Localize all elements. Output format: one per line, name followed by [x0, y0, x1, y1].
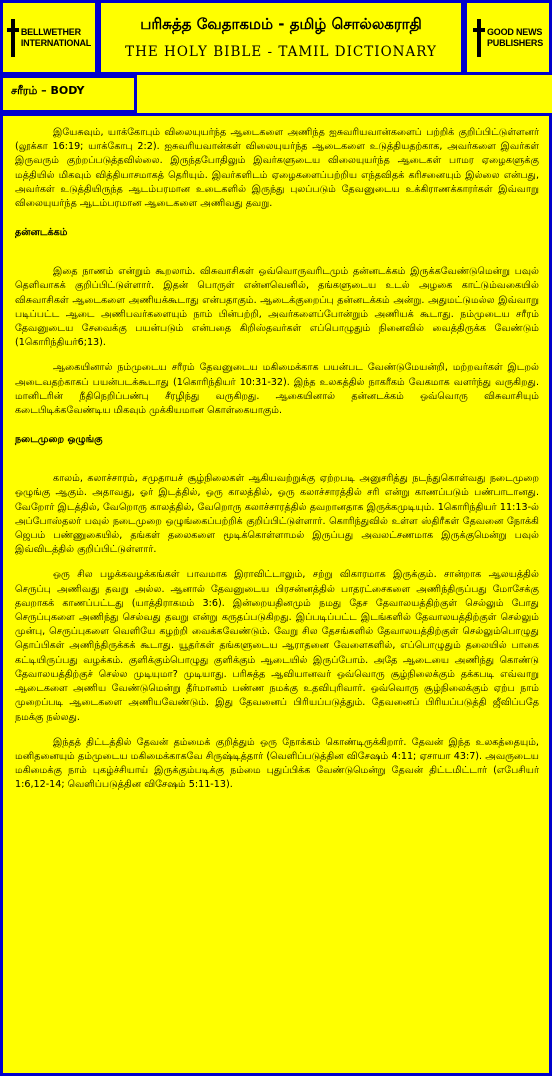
heading-decorum: நடைமுறை ஒழுங்கு	[15, 434, 103, 446]
section-title: சரீரம் – BODY	[11, 84, 85, 97]
paragraph-6: இந்தத் திட்டத்தில் தேவன் தம்மைக் குறித்தும் ஒரு நோக்கம் கொண்டிருக்கிறார். தேவன் இந்த உலகத்தையும், மனிதனையும் தம்முடைய மகிமைக்காகவே சிருஷ்டித்தார் (வெளிப்படுத்தின விசேஷம் 4:11; ஏசாயா 43:7). அவருடைய மகிமைக்கு நாம் புகழ்ச்சியாய் இருக்கும்படிக்கு நம்மை புதுப்பிக்க வேண்டுமென்று தேவன் திட்டமிட்டார் (எபேசியர் 1:6,12-14; வெளிப்படுத்தின விசேஷம் 5:11-13).	[15, 736, 539, 791]
left-logo-line1: BELLWETHER	[20, 26, 81, 37]
cross-icon	[473, 19, 485, 57]
paragraph-4: காலம், கலாச்சாரம், சமுதாயச் சூழ்நிலைகள் ஆகியவற்றுக்கு ஏற்றபடி அனுசரித்து நடந்துகொள்வது நடைமுறை ஒழுங்கு ஆகும். அதாவது, ஓர் இடத்தில், ஒரு காலத்தில், ஒரு கலாச்சாரத்தில் சரி என்று காணப்படும் பண்பாடானது. வேறோர் இடத்தில், வேறொரு காலத்தில், வேறொரு கலாச்சாரத்தில் தவறானதாக இருக்கமுடியும். 1கொரிந்தியர் 11:13-ல் அப்போஸ்தலர் பவுல் நடைமுறை ஒழுங்கைப்பற்றிக் குறிப்பிட்டுள்ளார். கொரிந்துவில் உள்ள ஸ்திரீகள் தேவனை நோக்கி ஜெபம் பண்ணுகையில், தங்கள் தலைகளை மூடிக்கொள்ளாமல் இருப்பது அவலட்சணமாக இருக்குமென்று பவுல் இவ்விடத்தில் குறிப்பிட்டுள்ளார்.	[15, 473, 539, 556]
paragraph-1: இயேசுவும், யாக்கோபும் விலையுயர்ந்த ஆடைகளை அணிந்த ஐசுவரியவான்களைப் பற்றிக் குறிப்பிட்டுள்ளனர் (லூக்கா 16:19; யாக்கோபு 2:2). ஐசுவரியவான்கள் விலையுயர்ந்த ஆடைகளை உடுத்தியதற்காக, அவர்களை இவர்கள் இருவரும் குற்றப்படுத்தவில்லை. இருந்தபோதிலும் இவர்களுடைய விலையுயர்ந்த ஆடைகள் பாமர ஏழைகளுக்கு மத்தியில் மிகவும் வித்தியாசமாகத் தெரியும். இவர்களிடம் ஏழைகளைப்பற்றிய எந்தவிதக் கரிசனையும் இல்லை என்பது, அவர்கள் உடுத்தியிருந்த ஆடம்பரமான உடைகளில் இருந்து புலப்படும் தேவனுடைய உக்கிராணக்காரர்கள் இவ்வாறு விலையுயர்ந்த ஆடம்பரமான ஆடைகளை அணிவது தவறு.	[15, 127, 539, 210]
title-box	[98, 0, 464, 75]
right-logo-line1: GOOD NEWS	[486, 26, 543, 37]
section-title-box	[0, 75, 137, 113]
heading-modesty: தன்னடக்கம்	[15, 227, 68, 239]
right-logo-line2: PUBLISHERS	[486, 37, 543, 48]
good-news-logo	[473, 19, 543, 57]
paragraph-3: ஆகையினால் நம்முடைய சரீரம் தேவனுடைய மகிமைக்காக பயன்பட வேண்டுமேயன்றி, மற்றவர்கள் இடறல் அடைவதற்காகப் பயன்படக்கூடாது (1கொரிந்தியர் 10:31-32). இந்த உலகத்தில் நாகரீகம் வேகமாக வளர்ந்து வருகிறது. மானிடரின் நீதிநெறிப்பண்பு சீரழிந்து வருகிறது. ஆகையினால் தன்னடக்கம் ஒவ்வொரு விசுவாசியும் கடைபிடிக்கவேண்டிய மிகவும் முக்கியமான கொள்கையாகும்.	[15, 362, 539, 417]
content-box	[0, 113, 552, 1076]
left-logo-box	[0, 0, 98, 75]
cross-icon	[7, 19, 19, 57]
bellwether-logo	[7, 19, 91, 57]
right-logo-box	[464, 0, 552, 75]
left-logo-line2: INTERNATIONAL	[20, 37, 92, 48]
title-english: THE HOLY BIBLE - TAMIL DICTIONARY	[125, 44, 437, 60]
paragraph-5: ஒரு சில பழக்கவழக்கங்கள் பாவமாக இராவிட்டாலும், சற்று விகாரமாக இருக்கும். சான்றாக ஆலயத்தில் செருப்பு அணிவது தவறு அல்ல. ஆனால் தேவனுடைய பிரசன்னத்தில் பாதரட்சைகளை அணிந்திருப்பது மோசேக்கு தவறாகக் காணப்பட்டது (யாத்திராகமம் 3:6). இன்றையதினமும் நமது தேச தேவாலயத்திற்குள் செல்லும் போது செருப்புகளை அணிந்து செல்வது தவறு என்று கருதப்படுகிறது. இப்படிப்பட்ட இடங்களில் தேவாலயத்திற்குள் செல்லும் முன்பு, செருப்புகளை வெளியே கழற்றி வைக்கவேண்டும். வேறு சில தேசங்களில் தேவாலயத்திற்குள் செல்லும்பொழுது தொப்பிகள் அணிந்திருக்கக் கூடாது. யூதர்கள் தங்களுடைய ஆராதனை வேளைகளில், எப்பொழுதும் தலையில் பாகை கட்டியிருப்பது வழக்கம். குளிக்கும்பொழுது குளிக்கும் ஆடையில் இருப்போம். அதே ஆடையை அணிந்து கொண்டு தேவாலயத்திற்குச் செல்ல முடியுமா? முடியாது. பரிசுத்த ஆவியானவர் ஒவ்வொரு சூழ்நிலைக்கும் தக்கபடி எவ்வாறு ஆடைகளை அணிய வேண்டுமென்று தீர்மானம் பண்ண நமக்கு உதவிபுரிவார். ஒவ்வொரு சூழ்நிலைக்கும் ஏற்ப நாம் முறைப்படி ஆடைகளை அணியவேண்டும். இது தேவனைப் பிரியப்படுத்தும். தேவனைப் பிரியப்படுத்தி ஜீவிப்பதே நமக்கு நல்லது.	[15, 569, 539, 723]
paragraph-2: இதை நாணம் என்றும் கூறலாம். விசுவாசிகள் ஒவ்வொருவரிடமும் தன்னடக்கம் இருக்கவேண்டுமென்று பவுல் தெளிவாகக் குறிப்பிட்டுள்ளார். இதன் பொருள் என்னவெனில், தங்களுடைய உடல் அழகை காட்டும்வகையில் விசுவாசிகள் ஆடைகளை அணியக்கூடாது என்பதாகும். ஆடைக்குறைப்பு தன்னடக்கம் அன்று. அதுமட்டுமல்ல இவ்வாறு படிப்பட்ட ஆடை அணிபவர்களையும் நாம் பின்பற்றி, அவர்களைப்போன்றும் அணியக் கூடாது. நம்முடைய சரீரம் தேவனுடைய சேவைக்கு பயன்படும் என்பதை கிறிஸ்தவர்கள் எப்பொழுதும் நினைவில் வைத்திருக்க வேண்டும் (1கொரிந்தியர்6;13).	[15, 266, 539, 349]
title-tamil: பரிசுத்த வேதாகமம் - தமிழ் சொல்லகராதி	[140, 15, 422, 33]
